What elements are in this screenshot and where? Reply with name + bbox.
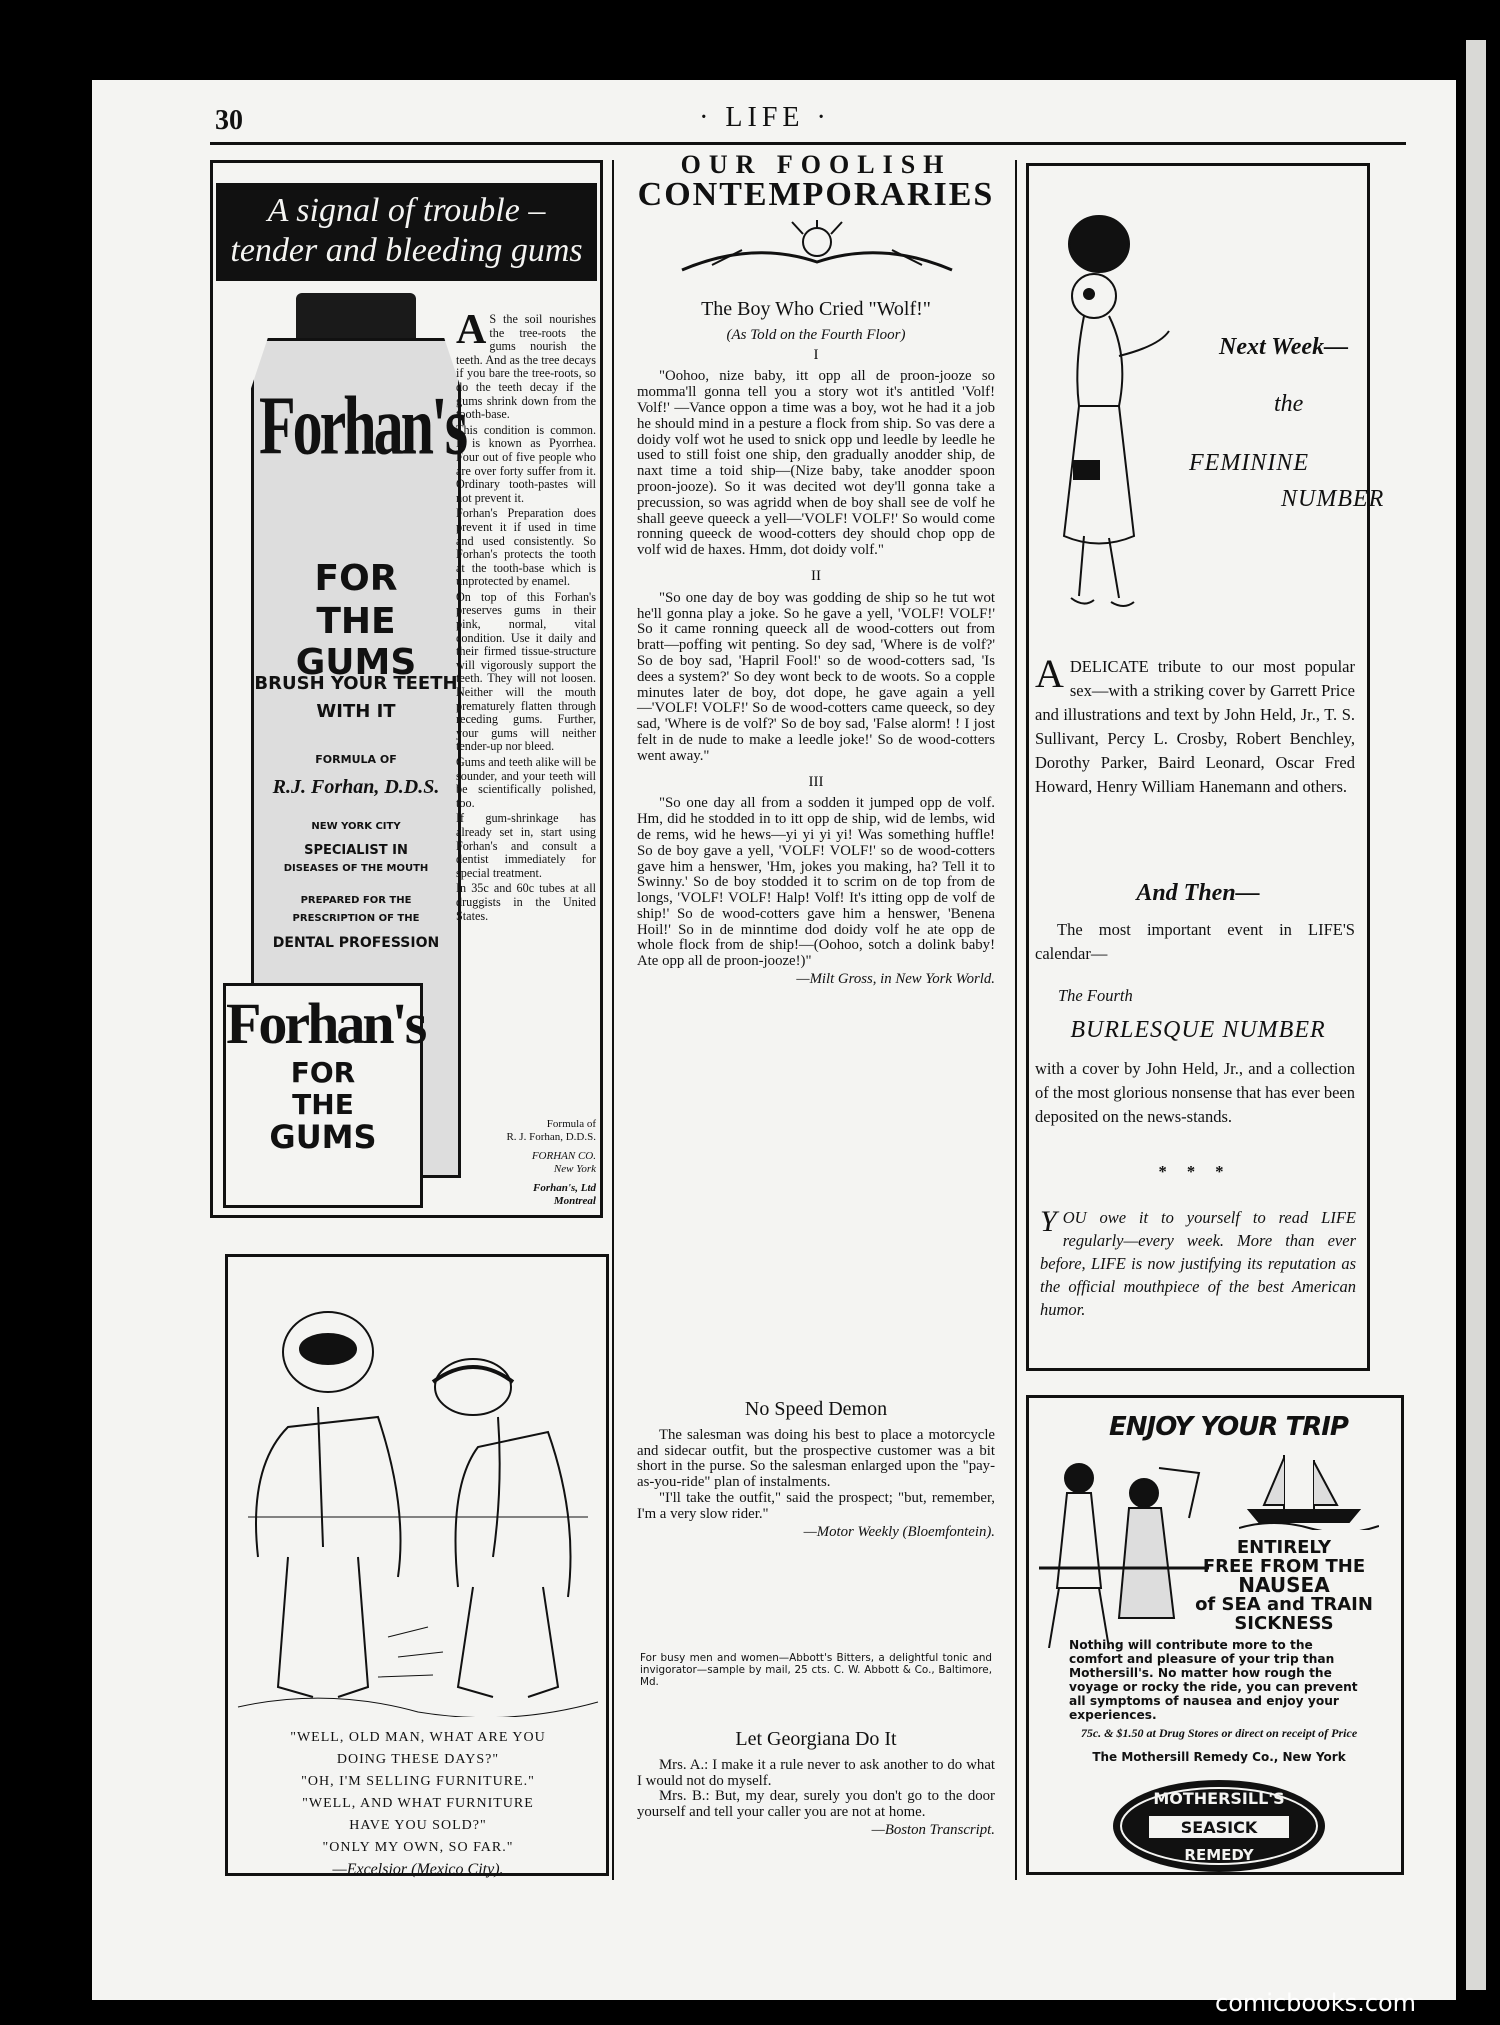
next-week-line-4: NUMBER (1281, 486, 1385, 512)
tube-cap (296, 293, 416, 343)
tube-prepared-2: PRESCRIPTION OF THE (292, 913, 420, 924)
next-week-body: DELICATE tribute to our most popular sex—with a striking cover by Garrett Price and illustrations and text by John Held, Jr., T. S. Sullivant, Percy L. Crosby, Robert Benchley, Dorothy Parker, Baird Leonard, Oscar Fred Howard, Henry William Hanemann and others. (1035, 657, 1355, 796)
story-no-speed-demon (637, 1398, 995, 1540)
forhans-logo-box (223, 983, 423, 1208)
seasick-remedy-seal (1109, 1778, 1329, 1874)
next-week-line-1: Next Week— (1219, 334, 1349, 360)
masthead-line-1: OUR FOOLISH (680, 150, 952, 179)
seal-mid-text: SEASICK (1180, 1818, 1258, 1837)
tube-new-york: NEW YORK CITY (311, 821, 401, 832)
part-3-numeral: III (808, 773, 824, 790)
forhans-paragraph-6: If gum-shrinkage has already set in, start using Forhan's and consult a dentist immediately for special treatment. (456, 811, 596, 880)
next-page-edge (1466, 40, 1486, 1990)
caption-line-5: HAVE YOU SOLD?" (349, 1818, 487, 1833)
tube-formula-of: FORMULA OF (315, 753, 397, 766)
formula-credit-2: R. J. Forhan, D.D.S. (506, 1131, 596, 1143)
two-men-on-bench-illustration (228, 1257, 606, 1717)
seal-bottom-text: REMEDY (1184, 1846, 1254, 1864)
forhans-credits (456, 1118, 596, 1208)
banner-line-1: A signal of trouble – (267, 192, 546, 229)
you-owe-it-text (1040, 1206, 1356, 1321)
page-header (120, 100, 1410, 140)
company-4: Montreal (553, 1195, 596, 1207)
forhans-paragraph-5: Gums and teeth alike will be sounder, and your teeth will be scientifically polished, too. (456, 755, 596, 810)
story-credit: —Boston Transcript. (871, 1821, 995, 1838)
company-3: Forhan's, Ltd (533, 1182, 596, 1194)
tube-specialist-2: DISEASES OF THE MOUTH (283, 863, 429, 874)
forhans-paragraph-4: On top of this Forhan's preserves gums in their pink, normal, vital condition. Use it daily and their firmed tissue-structure will vigorously support the teeth. They will not loosen. Neither will the mouth prematurely flatten through receding gums. Further, your gums will neither tender-up nor bleed. (456, 589, 596, 754)
event-text: The most important event in LIFE'S calendar— (1035, 920, 1355, 963)
running-head: · LIFE · (699, 102, 831, 133)
free-line-3: NAUSEA (1238, 1573, 1330, 1597)
burlesque-number-heading: BURLESQUE NUMBER (1070, 1017, 1326, 1043)
enjoy-your-trip-headline: ENJOY YOUR TRIP (1109, 1412, 1348, 1442)
column-divider-right (1015, 160, 1017, 1880)
box-brand: Forhan's (226, 991, 425, 1056)
forhans-advertisement (210, 160, 603, 1218)
company-1: FORHAN CO. (531, 1150, 596, 1162)
forhans-ad-copy (456, 307, 596, 925)
caption-credit: —Excelsior (Mexico City). (332, 1861, 504, 1878)
cartoon-caption (238, 1727, 598, 1881)
caption-line-2: DOING THESE DAYS?" (336, 1752, 500, 1767)
tube-brush-2: WITH IT (316, 701, 396, 722)
ornament-stars: * * * (1158, 1162, 1232, 1181)
flapper-illustration (1049, 206, 1189, 616)
masthead-line-2: CONTEMPORARIES (637, 176, 995, 213)
mothersills-price: 75c. & $1.50 at Drug Stores or direct on receipt of Price (1080, 1726, 1358, 1740)
free-line-5: SICKNESS (1234, 1613, 1334, 1634)
story-boy-who-cried-wolf (637, 298, 995, 988)
jester-ornament (672, 220, 962, 280)
part-2-numeral: II (811, 567, 821, 584)
story-let-georgiana-do-it (637, 1728, 995, 1839)
story-credit: —Milt Gross, in New York World. (796, 971, 995, 988)
forhans-paragraph-3: Forhan's Preparation does prevent it if used in time and used consistently. So Forhan's protects the tooth at the tooth-base which is unprotected by enamel. (456, 506, 596, 589)
free-line-4: of SEA and TRAIN (1195, 1594, 1373, 1615)
mothersills-body: Nothing will contribute more to the comfort and pleasure of your trip than Mothersill's. No matter how rough the voyage or rocky the ride, you can prevent all symptoms of nausea and enjoy your experiences. (1069, 1638, 1358, 1722)
burlesque-description: with a cover by John Held, Jr., and a collection of the most glorious nonsense that has ever been deposited on the news-stands. (1035, 1059, 1355, 1126)
tube-the-gums: THE GUMS (295, 601, 417, 683)
part-1-text: "Oohoo, nize baby, itt opp all de proon-jooze so momma'll gonna tell you a story wot it's antitled 'Volf! Volf!' —Vance oppon a time was a boy, wot he had it a job he should mind in a pesture a flock from ship. So vas dere a doidy volf wot he used to snick opp und leedle by leedle he used to still foist one ship, den gradually anodder ship, de naxt time a toid ship—(Nize baby, take anodder spoon proon-jooze). So it was decited wot dey'll gonna take a precussion, so was agridd when de boy shall see de volf he shall geeve queeck a yell—'VOLF! VOLF!' So would come ronning queeck de wood-cotters dey should chop opp de volf wid de haxes. Hmm, dot doidy volf." (637, 368, 995, 559)
forhans-paragraph-2: This condition is common. It is known as Pyorrhea. Four out of five people who are over forty suffer from it. Ordinary tooth-pastes will not prevent it. (456, 422, 596, 505)
tube-signature: R.J. Forhan, D.D.S. (272, 776, 440, 798)
forhans-paragraph-1: S the soil nourishes the tree-roots the gums nourish the teeth. And as the tree decays if you bare the tree-roots, so do the teeth decay if the gums shrink down from the tooth-base. (456, 312, 596, 422)
cartoon-panel (225, 1254, 609, 1876)
ship-at-sea-icon (1239, 1450, 1379, 1530)
page-number: 30 (215, 105, 243, 136)
story-title: No Speed Demon (744, 1398, 888, 1420)
mothersills-company: The Mothersill Remedy Co., New York (1092, 1750, 1346, 1764)
company-2: New York (553, 1163, 596, 1175)
story-body-1: Mrs. A.: I make it a rule never to ask another to do what I would not do myself. (637, 1756, 995, 1789)
story-subtitle: (As Told on the Fourth Floor) (726, 326, 906, 343)
tube-brand: Forhan's (259, 379, 466, 472)
free-line-1: ENTIRELY (1236, 1537, 1332, 1558)
story-credit: —Motor Weekly (Bloemfontein). (803, 1523, 995, 1540)
part-3-text: "So one day all from a sodden it jumped opp de volf. Hm, did he stodded in to itt opp de ship, wid de lembs, wid de rems, wid he hews—yi yi yi yi! Was something huffle! So de boy gave a yell, 'VOLF! VOLF!' so de wood-cotters gave him a henswer, 'Hm, jokes you making, ha? Tell it to Swinny.' So de boy stodded it to scrim on de top from de longs, 'VOLF! VOLF! Halp! Volf! It's itting opp de volf de ship!' So de wood-cotters gave him a henswer, 'Benena Hoil!' So in de minntime dod doidy volf he ate opp de whole flock from de ship!—(Oohoo, sotch a dolink baby! Ate opp all de proon-jooze!)" (637, 795, 995, 970)
column-divider-left (612, 160, 614, 1880)
caption-line-3: "OH, I'M SELLING FURNITURE." (301, 1774, 535, 1789)
you-owe-drop-cap: Y (1040, 1205, 1057, 1238)
caption-line-6: "ONLY MY OWN, SO FAR." (322, 1840, 514, 1855)
next-week-line-2: the (1274, 391, 1304, 417)
tube-prepared-1: PREPARED FOR THE (300, 895, 412, 906)
part-2-text: "So one day de boy was godding de ship so he tut wot he'll gonna play a joke. So he gave a yell, 'VOLF! VOLF!' So it came ronning queeck all de wood-cotters out from bratt—poffing wit penting. So dey sad, 'Where is de volf?' So de boy sad, 'Hapril Fool!' so de wood-cotters sad, 'Is dees a system?' So dey wont beck to de woots. So a copple minutes later de boy, dot dope, he gave again a yell—'VOLF! VOLF!' So de wood-cotters came queeck, so dey sad, 'Where is de volf?' So de boy sad, 'False alorm! ! I jost felt in de nude to make a leedle joke!' So de wood-cotters went away." (637, 589, 995, 764)
caption-line-4: "WELL, AND WHAT FURNITURE (302, 1796, 534, 1811)
next-week-drop-cap: A (1035, 651, 1064, 696)
header-rule (210, 142, 1406, 145)
tube-specialist-1: SPECIALIST IN (304, 843, 408, 858)
formula-credit-1: Formula of (546, 1118, 596, 1130)
forhans-banner (216, 183, 597, 281)
site-watermark: comicbooks.com (1215, 1989, 1417, 2017)
box-line-3: GUMS (269, 1118, 377, 1156)
abbotts-bitters-notice: For busy men and women—Abbott's Bitters, a delightful tonic and invigorator—sample by mail, 25 cts. C. W. Abbott & Co., Baltimore, Md. (640, 1652, 992, 1688)
forhans-drop-cap: A (456, 307, 487, 353)
free-line-2: FREE FROM THE (1202, 1556, 1366, 1577)
story-title: The Boy Who Cried "Wolf!" (701, 298, 931, 320)
mothersills-advertisement (1026, 1395, 1404, 1875)
you-owe-body: OU owe it to yourself to read LIFE regularly—every week. More than ever before, LIFE is now justifying its reputation as the official mouthpiece of the best American humor. (1040, 1208, 1356, 1319)
tube-brush-1: BRUSH YOUR TEETH (254, 673, 458, 694)
seal-top-text: MOTHERSILL'S (1153, 1789, 1285, 1808)
story-body-2: Mrs. B.: But, my dear, surely you don't go to the door yourself and tell your caller you are not at home. (637, 1788, 995, 1821)
banner-line-2: tender and bleeding gums (230, 232, 583, 269)
our-foolish-contemporaries-masthead (622, 150, 1010, 285)
story-body-2: "I'll take the outfit," said the prospect; "but, remember, I'm a very slow rider." (637, 1489, 995, 1522)
the-fourth-text: The Fourth (1058, 986, 1133, 1005)
free-from-nausea (1174, 1538, 1394, 1633)
story-title: Let Georgiana Do It (735, 1728, 897, 1750)
story-body-1: The salesman was doing his best to place a motorcycle and sidecar outfit, but the prospective customer was a bit short in the purse. So the salesman enlarged upon the "pay-as-you-ride" plan of instalments. (637, 1426, 995, 1491)
next-week-line-3: FEMININE (1189, 450, 1309, 476)
part-1-numeral: I (813, 346, 819, 363)
forhans-paragraph-7: In 35c and 60c tubes at all druggists in the United States. (456, 881, 596, 923)
tube-for: FOR (314, 558, 398, 599)
caption-line-1: "WELL, OLD MAN, WHAT ARE YOU (290, 1730, 546, 1745)
box-line-2: THE (292, 1088, 354, 1121)
box-line-1: FOR (290, 1056, 356, 1089)
feminine-number-description (1035, 651, 1355, 799)
and-then-heading: And Then— (1136, 880, 1260, 906)
tube-dental-profession: DENTAL PROFESSION (272, 935, 440, 951)
